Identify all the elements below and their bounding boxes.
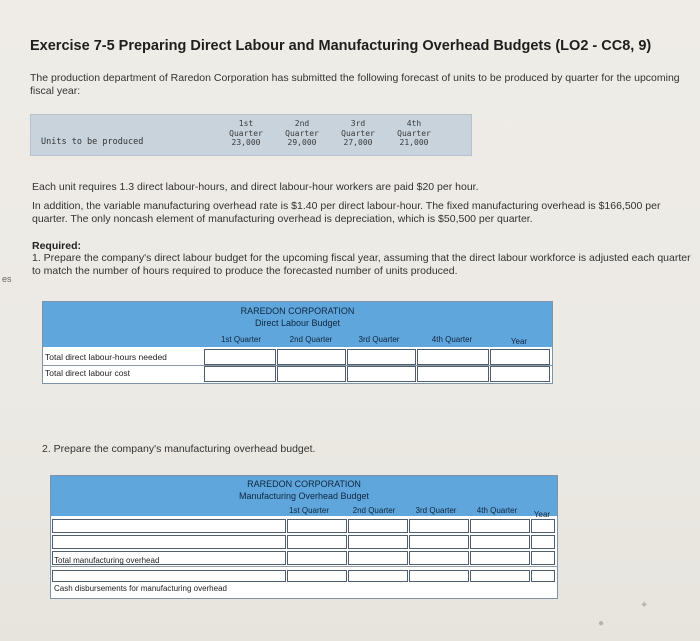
table2-row5-q4-input[interactable]: [470, 570, 530, 582]
table2-row5-q1-input[interactable]: [287, 570, 347, 582]
table2-row1-label-input[interactable]: [52, 519, 286, 533]
table1-col-q2: 2nd Quarter: [289, 335, 333, 344]
table1-row-hours-label: Total direct labour-hours needed: [45, 352, 167, 362]
overhead-paragraph: In addition, the variable manufacturing overhead rate is $1.40 per direct labour-hour. The fixed manufacturing overhead is $166,500 per quarter. The only noncash element of manufacturing overhead is depreciation, which is $50,500 per quarter.: [32, 200, 661, 225]
table2-row3-q2-input[interactable]: [348, 551, 408, 565]
table2-col-q3: 3rd Quarter: [415, 506, 457, 515]
table1-hours-q4-input[interactable]: [417, 349, 489, 365]
table2-row5-year-input[interactable]: [531, 570, 555, 582]
table1-col-year: Year: [510, 337, 528, 346]
table2-col-q2: 2nd Quarter: [352, 506, 396, 515]
table2-row3-q3-input[interactable]: [409, 551, 469, 565]
table1-hours-q3-input[interactable]: [347, 349, 416, 365]
table2-row5-label-input[interactable]: [52, 570, 286, 582]
table1-company: RAREDON CORPORATION: [240, 306, 355, 316]
table2-header: [51, 476, 557, 519]
table1-header: [43, 302, 552, 347]
table1-hours-q1-input[interactable]: [204, 349, 276, 365]
requirement-2: 2. Prepare the company's manufacturing overhead budget.: [42, 443, 316, 455]
exercise-title: Exercise 7-5 Preparing Direct Labour and Manufacturing Overhead Budgets (LO2 - CC8, 9): [30, 38, 652, 54]
table2-row5-q3-input[interactable]: [409, 570, 469, 582]
table2-row2-q1-input[interactable]: [287, 535, 347, 549]
page-mark-icon: ●: [598, 618, 605, 629]
table2-row-cash-label: Cash disbursements for manufacturing overhead: [54, 584, 227, 593]
table2-row2-label-input[interactable]: [52, 535, 286, 549]
labour-paragraph: Each unit requires 1.3 direct labour-hours, and direct labour-hour workers are paid $20 per hour.: [32, 181, 479, 193]
table2-company: RAREDON CORPORATION: [247, 479, 361, 489]
table2-row2-q3-input[interactable]: [409, 535, 469, 549]
forecast-q4: 4th Quarter 21,000: [397, 119, 431, 147]
table1-hours-q2-input[interactable]: [277, 349, 346, 365]
table2-row2-q4-input[interactable]: [470, 535, 530, 549]
manufacturing-overhead-budget-table: [50, 475, 558, 599]
table2-row3-q4-input[interactable]: [470, 551, 530, 565]
table2-title: Manufacturing Overhead Budget: [238, 491, 370, 501]
table1-col-q4: 4th Quarter: [431, 335, 473, 344]
requirement-1: 1. Prepare the company's direct labour budget for the upcoming fiscal year, assuming that the direct labour workforce is adjusted each quarter to match the number of hours required to produce the forecasted number of units produced.: [32, 252, 691, 277]
table2-row2-q2-input[interactable]: [348, 535, 408, 549]
forecast-q3: 3rd Quarter 27,000: [341, 119, 375, 147]
forecast-q2: 2nd Quarter 29,000: [285, 119, 319, 147]
table1-cost-q1-input[interactable]: [204, 366, 276, 382]
table2-col-q4: 4th Quarter: [476, 506, 518, 515]
intro-paragraph: The production department of Raredon Corporation has submitted the following forecast of units to be produced by quarter for the upcoming fiscal year:: [30, 72, 680, 97]
table2-row5-q2-input[interactable]: [348, 570, 408, 582]
table1-hours-year-input[interactable]: [490, 349, 550, 365]
required-heading: Required:: [32, 240, 82, 252]
margin-text: es: [2, 274, 12, 284]
table1-cost-q3-input[interactable]: [347, 366, 416, 382]
table2-row1-q1-input[interactable]: [287, 519, 347, 533]
table1-title: Direct Labour Budget: [254, 318, 341, 328]
table2-row1-q4-input[interactable]: [470, 519, 530, 533]
table2-row1-year-input[interactable]: [531, 519, 555, 533]
forecast-table: [30, 114, 472, 156]
table1-cost-q4-input[interactable]: [417, 366, 489, 382]
table2-row2-year-input[interactable]: [531, 535, 555, 549]
direct-labour-budget-table: [42, 301, 553, 384]
page-mark-icon: ✦: [640, 600, 649, 611]
table2-row3-q1-input[interactable]: [287, 551, 347, 565]
table2-col-year: Year: [533, 510, 551, 519]
forecast-row-label: Units to be produced: [41, 137, 144, 147]
table2-row1-q2-input[interactable]: [348, 519, 408, 533]
table1-cost-year-input[interactable]: [490, 366, 550, 382]
table1-cost-q2-input[interactable]: [277, 366, 346, 382]
forecast-q1: 1st Quarter 23,000: [229, 119, 263, 147]
table2-col-q1: 1st Quarter: [288, 506, 329, 515]
table2-row-total-label: Total manufacturing overhead: [54, 556, 160, 565]
table1-col-q1: 1st Quarter: [220, 335, 261, 344]
table2-row1-q3-input[interactable]: [409, 519, 469, 533]
table1-col-q3: 3rd Quarter: [358, 335, 400, 344]
table1-row-cost-label: Total direct labour cost: [45, 368, 131, 378]
table2-row3-year-input[interactable]: [531, 551, 555, 565]
